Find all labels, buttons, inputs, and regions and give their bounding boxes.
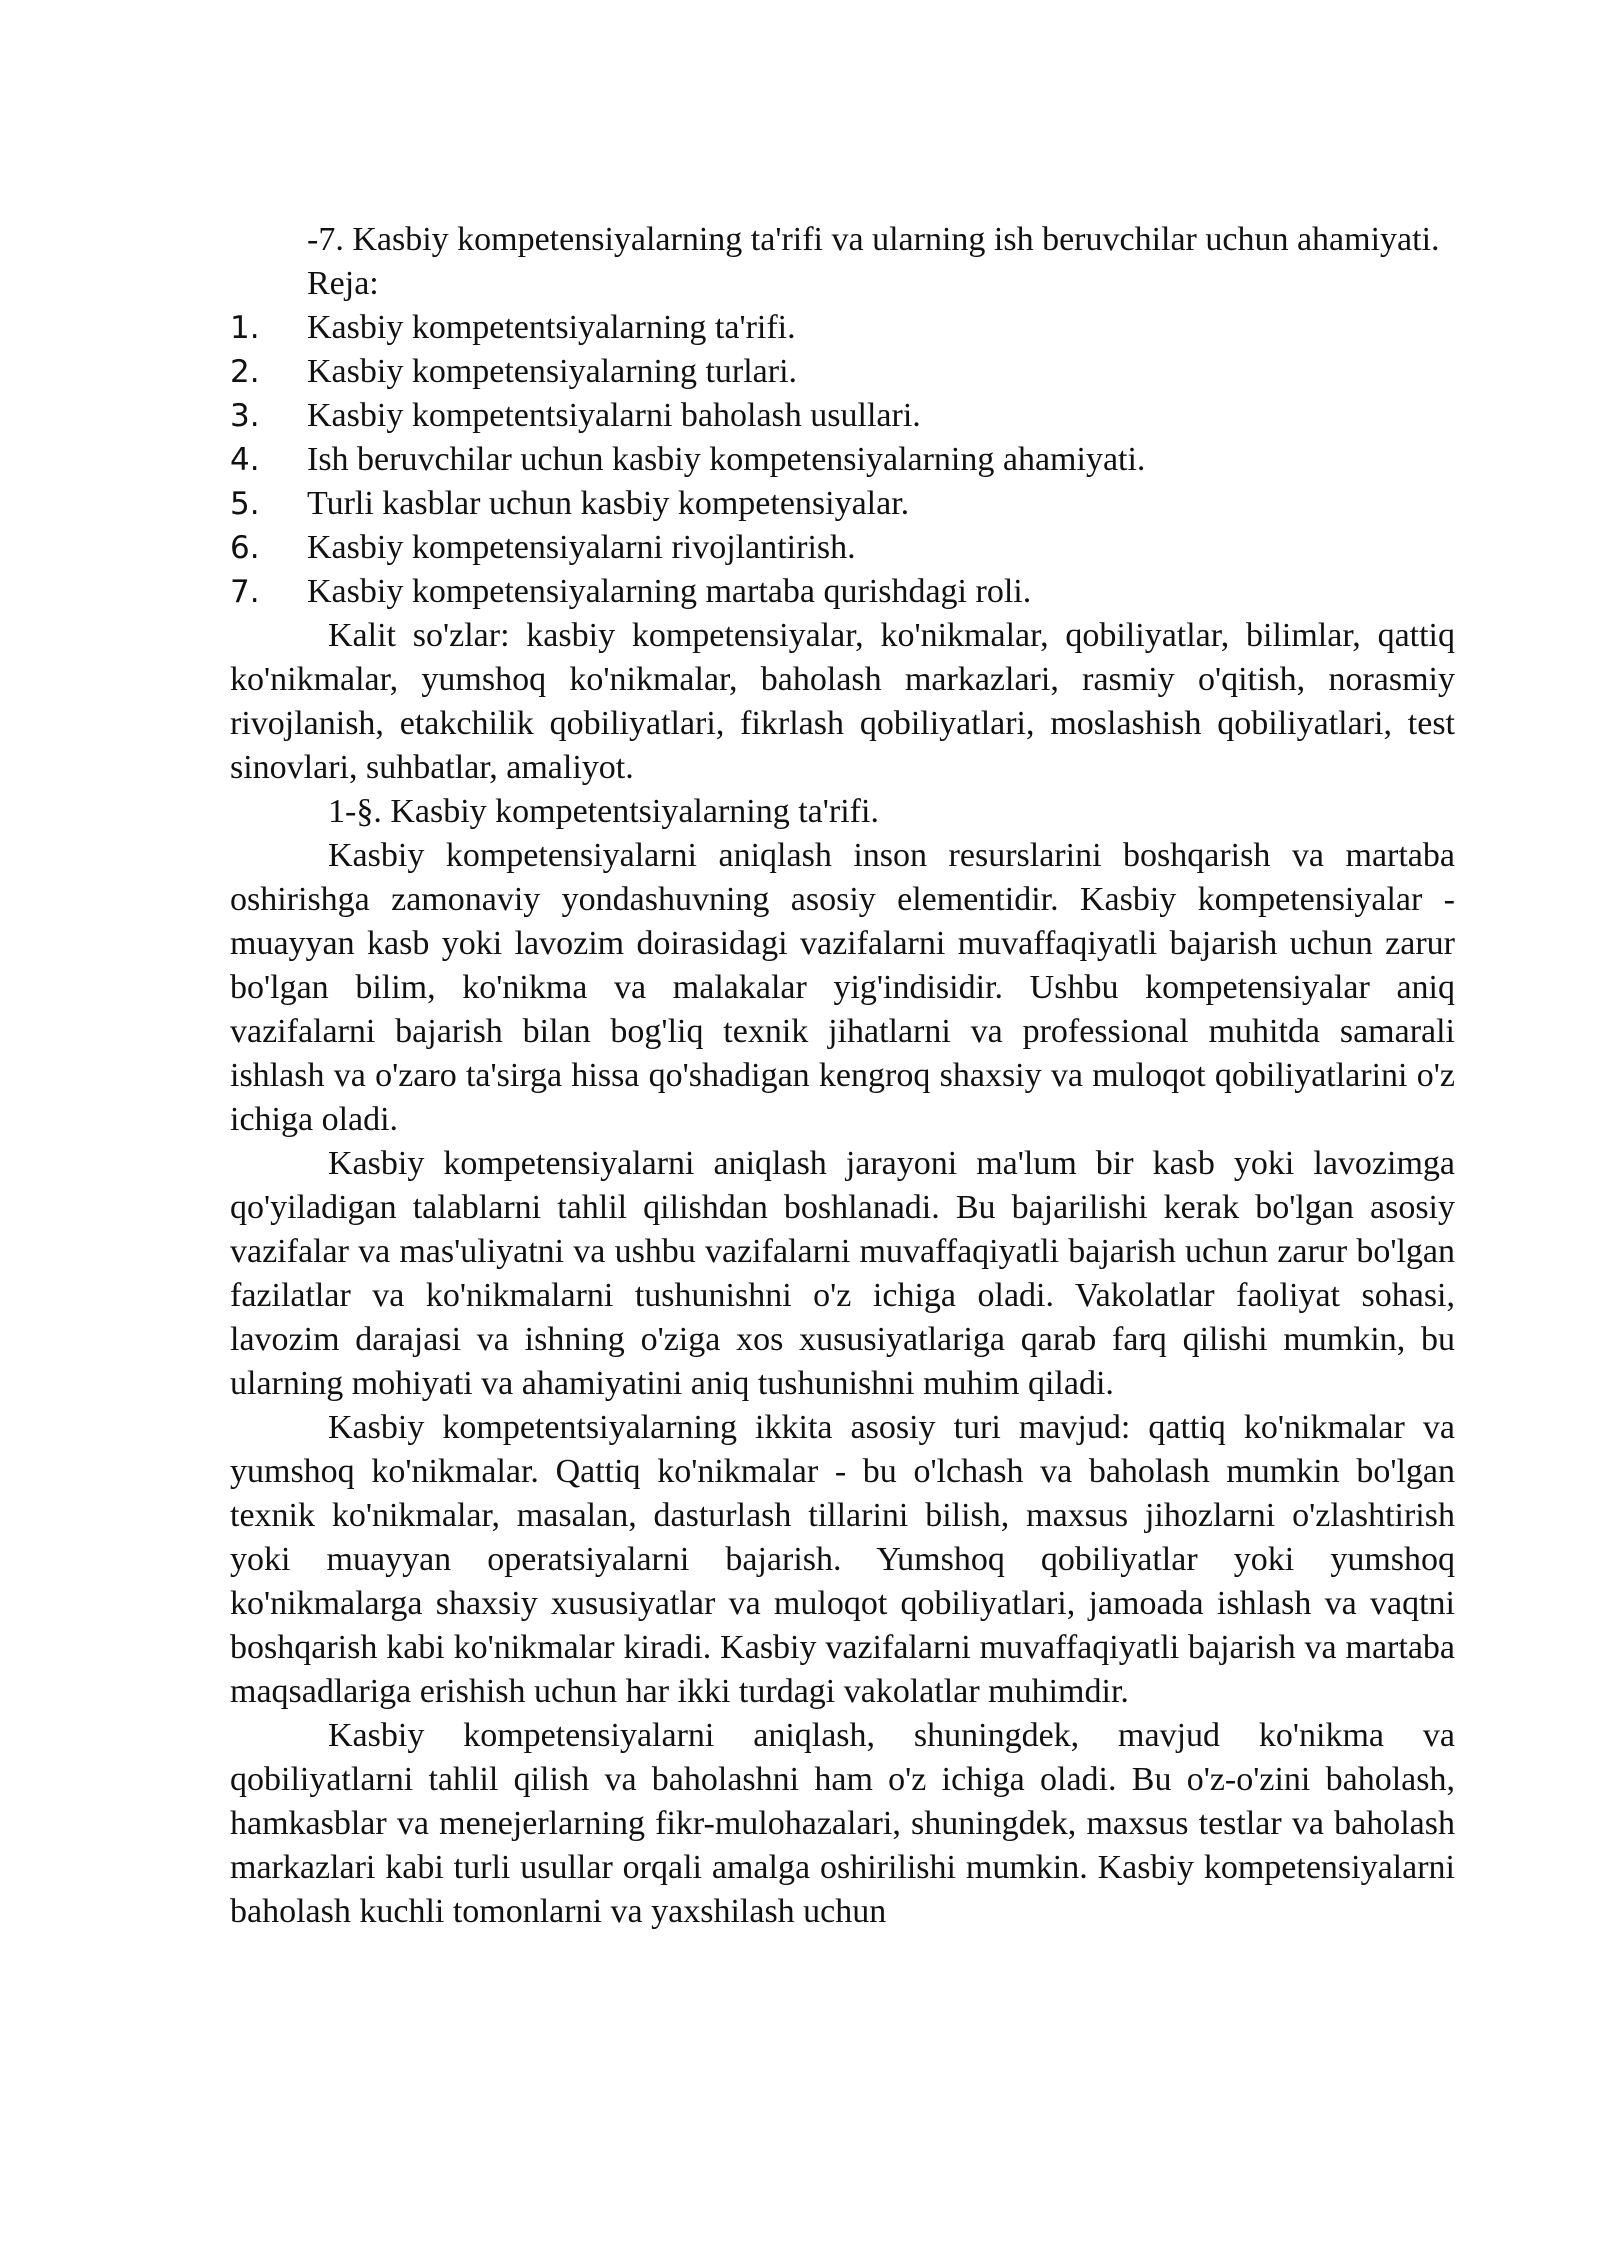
plan-item-text: Kasbiy kompetentsiyalarning ta'rifi. [307, 309, 796, 346]
plan-item [230, 394, 1455, 438]
plan-item-number: 1. [230, 310, 260, 346]
plan-item-text: Kasbiy kompetensiyalarning turlari. [307, 353, 798, 390]
plan-item-number: 4. [230, 442, 260, 478]
body-paragraph: Kasbiy kompetensiyalarni aniqlash inson resurslarini boshqarish va martaba oshirishga zamonaviy yondashuvning asosiy elementidir. Kasbiy kompetensiyalar - muayyan kasb yoki lavozim doirasidagi vazifalarni muvaffaqiyatli bajarish uchun zarur bo'lgan bilim, ko'nikma va malakalar yig'indisidir. Ushbu kompetensiyalar aniq vazifalarni bajarish bilan bog'liq texnik jihatlarni va professional muhitda samarali ishlash va o'zaro ta'sirga hissa qo'shadigan kengroq shaxsiy va muloqot qobiliyatlarini o'z ichiga oladi. [230, 837, 1455, 1138]
body-paragraph: Kasbiy kompetensiyalarni aniqlash jarayoni ma'lum bir kasb yoki lavozimga qo'yiladigan talablarni tahlil qilishdan boshlanadi. Bu bajarilishi kerak bo'lgan asosiy vazifalar va mas'uliyatni va ushbu vazifalarni muvaffaqiyatli bajarish uchun zarur bo'lgan fazilatlar va ko'nikmalarni tushunishni o'z ichiga oladi. Vakolatlar faoliyat sohasi, lavozim darajasi va ishning o'ziga xos xususiyatlariga qarab farq qilishi mumkin, bu ularning mohiyati va ahamiyatini aniq tushunishni muhim qiladi. [230, 1145, 1455, 1402]
plan-item-text: Kasbiy kompetensiyalarni rivojlantirish. [307, 529, 856, 566]
plan-item-text: Kasbiy kompetensiyalarning martaba qurishdagi roli. [307, 573, 1032, 610]
document-body [230, 218, 1455, 1934]
body-paragraph: Kasbiy kompetentsiyalarning ikkita asosiy turi mavjud: qattiq ko'nikmalar va yumshoq ko'nikmalar. Qattiq ko'nikmalar - bu o'lchash va baholash mumkin bo'lgan texnik ko'nikmalar, masalan, dasturlash tillarini bilish, maxsus jihozlarni o'zlashtirish yoki muayyan operatsiyalarni bajarish. Yumshoq qobiliyatlar yoki yumshoq ko'nikmalarga shaxsiy xususiyatlar va muloqot qobiliyatlari, jamoada ishlash va vaqtni boshqarish kabi ko'nikmalar kiradi. Kasbiy vazifalarni muvaffaqiyatli bajarish va martaba maqsadlariga erishish uchun har ikki turdagi vakolatlar muhimdir. [230, 1409, 1455, 1710]
plan-list [230, 306, 1455, 614]
plan-item [230, 438, 1455, 482]
body-paragraph: Kasbiy kompetensiyalarni aniqlash, shuningdek, mavjud ko'nikma va qobiliyatlarni tahlil qilish va baholashni ham o'z ichiga oladi. Bu o'z-o'zini baholash, hamkasblar va menejerlarning fikr-mulohazalari, shuningdek, maxsus testlar va baholash markazlari kabi turli usullar orqali amalga oshirilishi mumkin. Kasbiy kompetensiyalarni baholash kuchli tomonlarni va yaxshilash uchun [230, 1717, 1455, 1930]
plan-item-number: 6. [230, 530, 260, 566]
section-title: 1-§. Kasbiy kompetentsiyalarning ta'rifi. [328, 793, 879, 830]
plan-item-text: Ish beruvchilar uchun kasbiy kompetensiyalarning ahamiyati. [307, 441, 1146, 478]
plan-item [230, 306, 1455, 350]
plan-item-number: 7. [230, 574, 260, 610]
plan-item-number: 5. [230, 486, 260, 522]
plan-item [230, 482, 1455, 526]
plan-item [230, 570, 1455, 614]
plan-item-text: Kasbiy kompetentsiyalarni baholash usullari. [307, 397, 921, 434]
plan-item-number: 2. [230, 354, 260, 390]
plan-item [230, 526, 1455, 570]
plan-label: Reja: [307, 265, 379, 302]
plan-item-text: Turli kasblar uchun kasbiy kompetensiyalar. [307, 485, 910, 522]
plan-item-number: 3. [230, 398, 260, 434]
keywords-paragraph: Kalit so'zlar: kasbiy kompetensiyalar, ko'nikmalar, qobiliyatlar, bilimlar, qattiq ko'nikmalar, yumshoq ko'nikmalar, baholash markazlari, rasmiy o'qitish, norasmiy rivojlanish, etakchilik qobiliyatlari, fikrlash qobiliyatlari, moslashish qobiliyatlari, test sinovlari, suhbatlar, amaliyot. [230, 617, 1455, 786]
plan-item [230, 350, 1455, 394]
lecture-heading: -7. Kasbiy kompetensiyalarning ta'rifi va ularning ish beruvchilar uchun ahamiyati. [307, 221, 1440, 258]
